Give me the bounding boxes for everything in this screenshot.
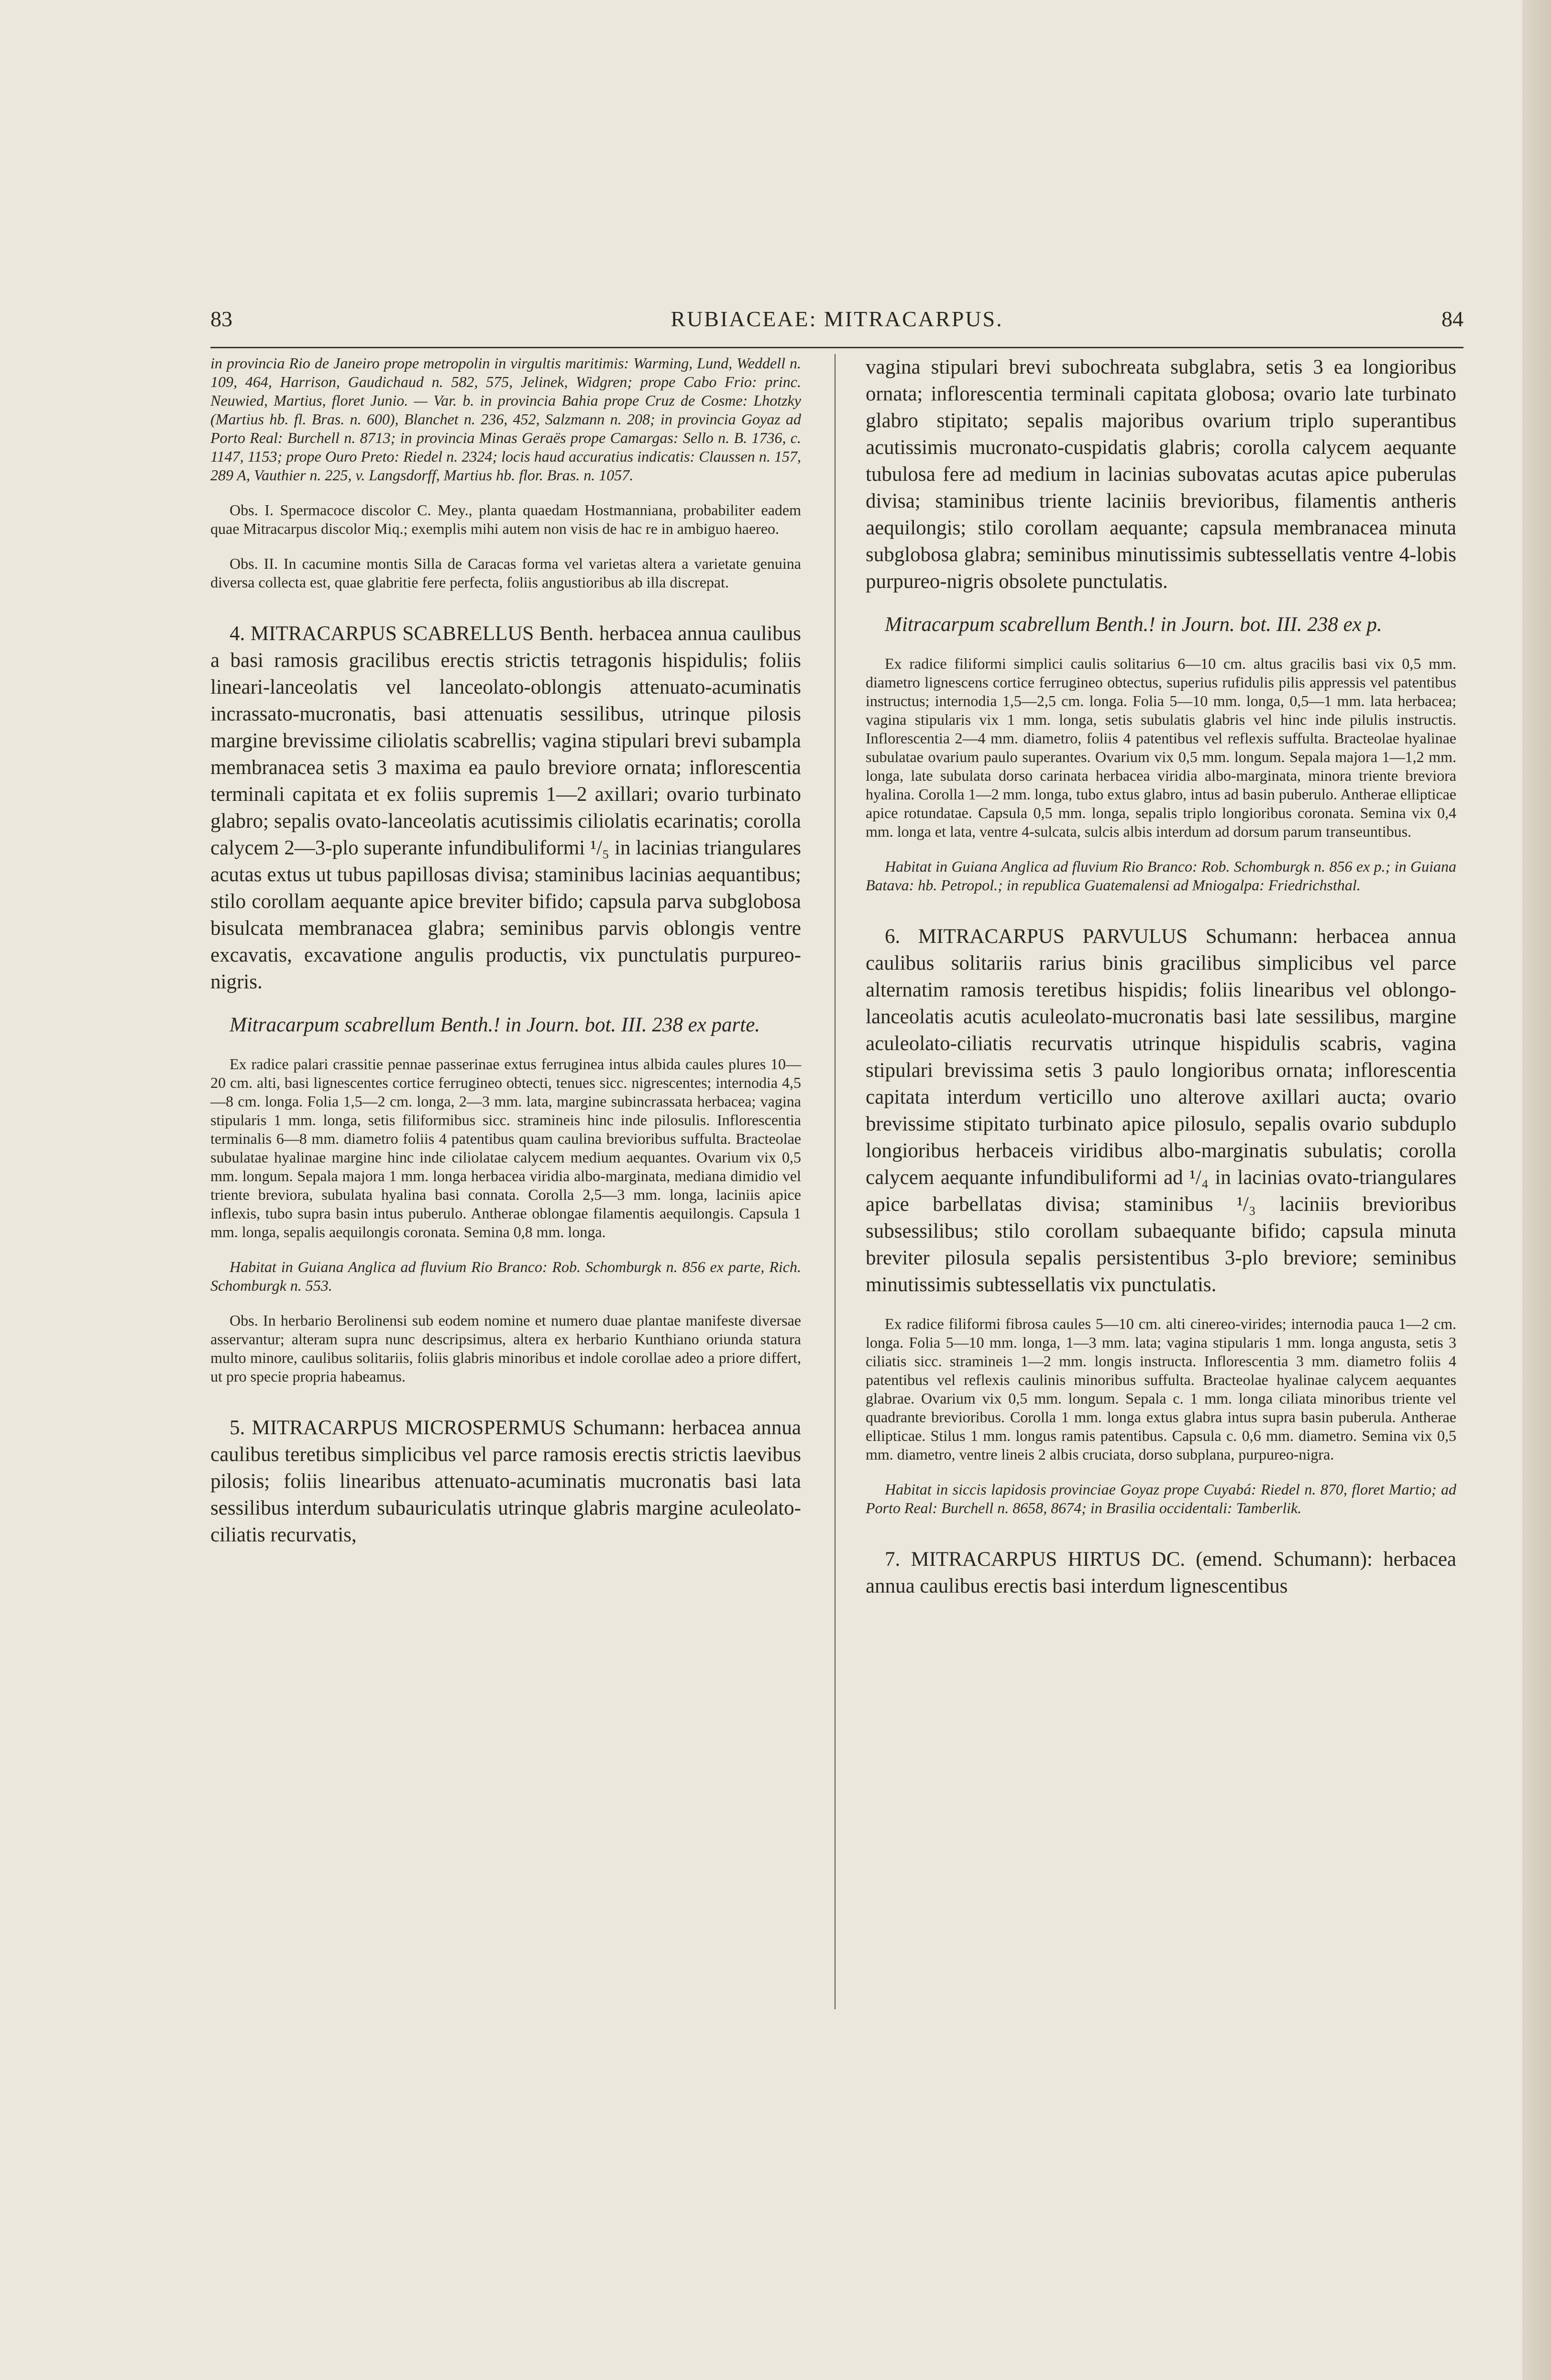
species-5-synonym: Mitracarpum scabrellum Benth.! in Journ. bot. III. 238 ex p.	[885, 613, 1382, 636]
page-header	[210, 306, 1463, 344]
observation-1: Obs. I. Spermacoce discolor C. Mey., planta quaedam Hostmanniana, probabiliter eadem quae Mitracarpus discolor Miq.; exemplis mihi autem non visis de hac re in ambiguo haereo.	[210, 501, 801, 537]
species-4-synonym: Mitracarpum scabrellum Benth.! in Journ. bot. III. 238 ex parte.	[230, 1014, 760, 1036]
page-number-right: 84	[1441, 307, 1463, 331]
species-5-diagnosis: 5. MITRACARPUS MICROSPERMUS Schumann: herbacea annua caulibus teretibus simplicibus vel parce ramosis erectis strictis laevibus pilosis; foliis linearibus attenuato-acuminatis mucronatis basi lata sessilibus interdum subauriculatis utrinque glabris margine aculeolato-ciliatis recurvatis,	[210, 1417, 801, 1546]
species-6-description: Ex radice filiformi fibrosa caules 5—10 cm. alti cinereo-virides; internodia pauca 1—2 cm. longa. Folia 5—10 mm. longa, 1—3 mm. lata; vagina stipularis 1 mm. longa angusta, setis 3 ciliatis sicc. stramineis 1—2 mm. longis instructa. Inflorescentia 3 mm. diametro foliis 4 patentibus vel reflexis caulinis minoribus suffulta. Bracteolae hyalinae calycem aequantes glabrae. Ovarium vix 0,5 mm. longum. Sepala c. 1 mm. longa ciliata minoribus triente vel quadrante brevioribus. Corolla 1 mm. longa extus glabra intus supra basin puberula. Antherae ellipticae. Stilus 1 mm. longus ramis patentibus. Capsula c. 0,6 mm. diametro. Semina vix 0,5 mm. diametro, ventre lineis 2 albis cruciata, dorso subplana, purpureo-nigra.	[866, 1315, 1456, 1463]
species-4-observation: Obs. In herbario Berolinensi sub eodem nomine et numero duae plantae manifeste diversae asservantur; alteram supra nunc descripsimus, altera ex herbario Kunthiano oriunda statura multo minore, caulibus solitariis, foliis glabris minoribus et indole corollae adeo a priore differt, ut pro specie propria habeamus.	[210, 1312, 801, 1385]
observation-2: Obs. II. In cacumine montis Silla de Caracas forma vel varietas altera a varietate genuina diversa collecta est, quae glabritie fere perfecta, foliis angustioribus ab illa discrepat.	[210, 555, 801, 591]
species-6-diagnosis: 6. MITRACARPUS PARVULUS Schumann: herbacea annua caulibus solitariis rarius binis gracilibus simplicibus vel parce alternatim ramosis teretibus hispidis; foliis linearibus vel oblongo-lanceolatis acutis aculeolato-mucronatis basi late sessilibus, margine aculeolato-ciliatis recurvatis utrinque hispidulis scabris, vagina stipulari brevissima setis 3 paulo longioribus ornata; inflorescentia capitata interdum verticillo uno alterove axillari aucta; ovario brevissime stipitato turbinato apice pilosulo, sepalis ovario subduplo longioribus herbaceis viridibus albo-marginatis subulatis; corolla calycem aequante infundibuliformi ad ¹/₄ in lacinias ovato-triangulares apice barbellatas divisa; staminibus ¹/₃ laciniis brevioribus subsessilibus; stilo corollam subaequante bifido; capsula minuta breviter pilosula sepalis persistentibus 3-plo breviore; seminibus minutissimis subtessellatis vix punctulatis.	[866, 925, 1456, 1296]
species-6-habitat: Habitat in siccis lapidosis provinciae Goyaz prope Cuyabá: Riedel n. 870, floret Martio; ad Porto Real: Burchell n. 8658, 8674; in Brasilia occidentali: Tamberlik.	[866, 1481, 1456, 1517]
page-number-left: 83	[210, 307, 232, 331]
species-5-habitat: Habitat in Guiana Anglica ad fluvium Rio Branco: Rob. Schomburgk n. 856 ex p.; in Guiana Batava: hb. Petropol.; in republica Guatemalensi ad Mniogalpa: Friedrichsthal.	[866, 858, 1456, 894]
right-column	[866, 354, 1456, 1600]
column-divider	[835, 354, 836, 2009]
locality-paragraph: in provincia Rio de Janeiro prope metropolin in virgultis maritimis: Warming, Lund, Weddell n. 109, 464, Harrison, Gaudichaud n. 582, 575, Jelinek, Widgren; prope Cabo Frio: princ. Neuwied, Martius, floret Junio. — Var. b. in provincia Bahia prope Cruz de Cosme: Lhotzky (Martius hb. fl. Bras. n. 600), Blanchet n. 236, 452, Salzmann n. 208; in provincia Goyaz ad Porto Real: Burchell n. 8713; in provincia Minas Geraës prope Camargas: Sello n. B. 1736, c. 1147, 1153; prope Ouro Preto: Riedel n. 2324; locis haud accuratius indicatis: Claussen n. 157, 289 A, Vauthier n. 225, v. Langsdorff, Martius hb. flor. Bras. n. 1057.	[210, 354, 801, 484]
page-edge	[1522, 0, 1551, 2380]
species-4-habitat: Habitat in Guiana Anglica ad fluvium Rio Branco: Rob. Schomburgk n. 856 ex parte, Rich. Schomburgk n. 553.	[210, 1258, 801, 1294]
header-rule	[210, 347, 1463, 348]
species-5-description: Ex radice filiformi simplici caulis solitarius 6—10 cm. altus gracilis basi vix 0,5 mm. diametro lignescens cortice ferrugineo obtectus, superius rufidulis pilis appressis vel patentibus instructus; internodia 1,5—2,5 cm. longa. Folia 5—10 mm. longa, 0,5—1 mm. lata herbacea; vagina stipularis vix 1 mm. longa, setis subulatis glabris vel hinc inde pilulis instructis. Inflorescentia 2—4 mm. diametro, foliis 4 patentibus vel reflexis suffulta. Bracteolae hyalinae subulatae ovarium paulo superantes. Ovarium vix 0,5 mm. longum. Sepala majora 1—1,2 mm. longa, late subulata dorso carinata herbacea viridia albo-marginata, minora triente breviora hyalina. Corolla 1—2 mm. longa, tubo extus glabro, intus ad basin puberulo. Antherae ellipticae apice rotundatae. Capsula 0,5 mm. longa, sepalis triplo longioribus coronata. Semina vix 0,4 mm. longa et lata, ventre 4-sulcata, sulcis albis interdum ad dorsum parum transeuntibus.	[866, 655, 1456, 840]
species-7-diagnosis: 7. MITRACARPUS HIRTUS DC. (emend. Schumann): herbacea annua caulibus erectis basi interdum lignescentibus	[866, 1548, 1456, 1597]
running-title: RUBIACEAE: MITRACARPUS.	[671, 307, 1003, 331]
species-5-diagnosis-cont: vagina stipulari brevi subochreata subglabra, setis 3 ea longioribus ornata; inflorescentia terminali capitata globosa; ovario late turbinato glabro stipitato; sepalis majoribus ovarium triplo superantibus acutissimis mucronato-cuspidatis glabris; corolla calycem aequante tubulosa fere ad medium in lacinias subovatas acutas apice puberulas divisa; staminibus triente laciniis brevioribus, filamentis antheris aequilongis; stilo corollam aequante; capsula membranacea minuta subglobosa glabra; seminibus minutissimis subtessellatis ventre 4-lobis purpureo-nigris obsolete punctulatis.	[866, 356, 1456, 593]
species-4-description: Ex radice palari crassitie pennae passerinae extus ferruginea intus albida caules plures 10—20 cm. alti, basi lignescentes cortice ferrugineo obtecti, tenues sicc. nigrescentes; internodia 4,5—8 cm. longa. Folia 1,5—2 cm. longa, 2—3 mm. lata, margine subincrassata herbacea; vagina stipularis 1 mm. longa, setis filiformibus sicc. stramineis hinc inde pilosulis. Inflorescentia terminalis 6—8 mm. diametro foliis 4 patentibus quam caulina brevioribus suffulta. Bracteolae subulatae hyalinae margine hinc inde ciliolatae calycem medium aequantes. Ovarium vix 0,5 mm. longum. Sepala majora 1 mm. longa herbacea viridia albo-marginata, mediana dimidio vel triente breviora, subulata hyalina basi connata. Corolla 2,5—3 mm. longa, laciniis apice inflexis, tubo supra basin intus puberulo. Antherae oblongae filamentis aequilongis. Capsula 1 mm. longa, sepalis aequilongis coronata. Semina 0,8 mm. longa.	[210, 1055, 801, 1240]
species-4-diagnosis: 4. MITRACARPUS SCABRELLUS Benth. herbacea annua caulibus a basi ramosis gracilibus erectis strictis tetragonis hispidulis; foliis lineari-lanceolatis vel lanceolato-oblongis attenuato-acuminatis incrassato-mucronatis, basi attenuatis sessilibus, utrinque pilosis margine brevissime ciliolatis scabrellis; vagina stipulari brevi subampla membranacea setis 3 maxima ea paulo breviore ornata; inflorescentia terminali capitata et ex foliis supremis 1—2 axillari; ovario turbinato glabro; sepalis ovato-lanceolatis acutissimis ciliolatis ecarinatis; corolla calycem 2—3-plo superante infundibuliformi ¹/₅ in lacinias triangulares acutas extus ut tubus papillosas divisa; staminibus lacinias aequantibus; stilo corollam aequante apice breviter bifido; capsula parva subglobosa bisulcata membranacea glabra; seminibus parvis oblongis ventre excavatis, excavatione angulis productis, vix punctulatis purpureo-nigris.	[210, 622, 801, 993]
left-column	[210, 354, 801, 1549]
